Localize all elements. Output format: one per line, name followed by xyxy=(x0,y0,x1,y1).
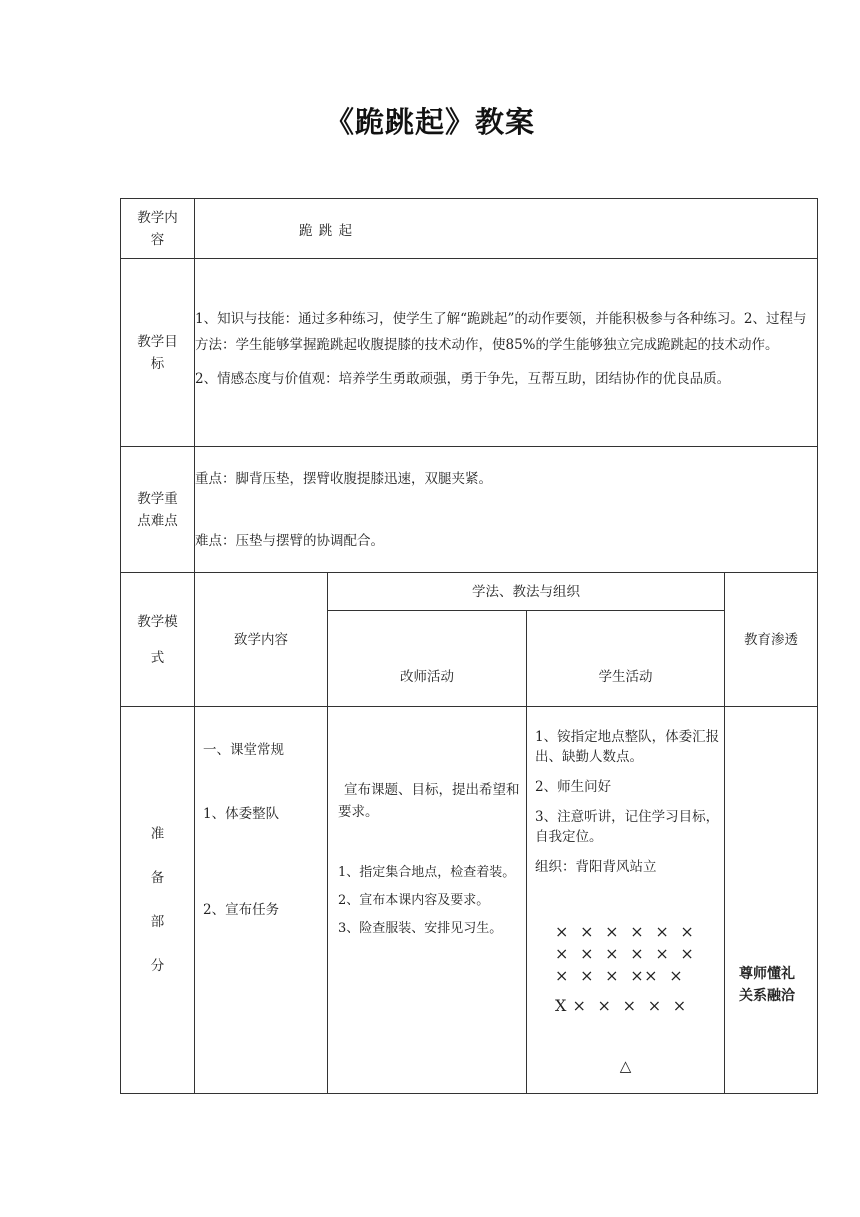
keypoints-label xyxy=(121,447,195,573)
teacher-item: 3、险查服装、安排见习生。 xyxy=(338,921,503,936)
student-item: 2、师生问好 xyxy=(535,779,612,795)
prep-label xyxy=(121,707,195,1094)
formation-diagram xyxy=(535,921,724,1017)
lesson-plan-table xyxy=(120,198,818,1094)
content-value: 跪 跳 起 xyxy=(299,222,354,239)
goals-label-text: 教学目标 xyxy=(137,333,178,372)
teacher-header: 改师活动 xyxy=(328,611,527,707)
content-label-text: 教学内容 xyxy=(137,209,178,248)
edu-text: 尊师懂礼关系融洽 xyxy=(739,966,796,1004)
goals-label xyxy=(121,259,195,447)
keypoints-label-text: 教学重点难点 xyxy=(137,490,178,529)
page-title: 《跪跳起》教案 xyxy=(324,105,535,139)
prep-label-char: 准 xyxy=(150,826,165,842)
content-header: 致学内容 xyxy=(195,573,328,707)
student-item: 组织：背阳背风站立 xyxy=(535,859,657,875)
goals-cell xyxy=(195,259,818,447)
formation-row: × × × × × × xyxy=(555,922,695,941)
prep-edu-cell xyxy=(725,707,818,1094)
prep-content-item: 1、体委整队 xyxy=(203,806,280,822)
prep-student-cell xyxy=(527,707,725,1094)
prep-content-item: 2、宣布任务 xyxy=(203,902,280,918)
prep-label-char: 部 xyxy=(150,914,165,930)
goal-line-1: 1、知识与技能：通过多种练习，使学生了解“跪跳起”的动作要领，并能积极参与各种练习。2、过程与方法：学生能够掌握跪跳起收腹提膝的技术动作，使85%的学生能够独立完成跪跳起的技术动作。 xyxy=(195,310,807,353)
formation-row: X × × × × × xyxy=(555,996,687,1015)
difficulty-point: 难点：压垫与摆臂的协调配合。 xyxy=(195,532,384,549)
teacher-item: 宣布课题、目标，提出希望和要求。 xyxy=(338,782,520,820)
teacher-position-icon: △ xyxy=(619,1057,632,1075)
prep-content-item: 一、课堂常规 xyxy=(203,742,284,758)
content-label xyxy=(121,199,195,259)
formation-row: × × × ×× × xyxy=(555,966,684,985)
prep-content-cell xyxy=(195,707,328,1094)
teacher-item: 1、指定集合地点，检查着装。 xyxy=(338,865,516,880)
prep-label-char: 备 xyxy=(150,870,165,886)
mode-label-text: 教学模式 xyxy=(137,613,178,666)
methods-header: 学法、教法与组织 xyxy=(328,573,725,611)
content-value-cell xyxy=(195,199,818,259)
student-item: 3、注意听讲，记住学习目标，自我定位。 xyxy=(535,809,720,845)
mode-label xyxy=(121,573,195,707)
student-header: 学生活动 xyxy=(527,611,725,707)
prep-label-char: 分 xyxy=(150,958,165,974)
edu-header: 教育渗透 xyxy=(725,573,818,707)
goal-line-2: 2、情感态度与价值观：培养学生勇敢顽强，勇于争先，互帮互助，团结协作的优良品质。 xyxy=(195,370,731,387)
prep-teacher-cell xyxy=(328,707,527,1094)
key-point: 重点：脚背压垫，摆臂收腹提膝迅速，双腿夹紧。 xyxy=(195,470,492,487)
student-item: 1、铵指定地点整队，体委汇报出、缺勤人数点。 xyxy=(535,729,720,765)
formation-row xyxy=(555,987,724,995)
keypoints-cell xyxy=(195,447,818,573)
teacher-item: 2、宣布本课内容及要求。 xyxy=(338,893,490,908)
formation-row: × × × × × × xyxy=(555,944,695,963)
